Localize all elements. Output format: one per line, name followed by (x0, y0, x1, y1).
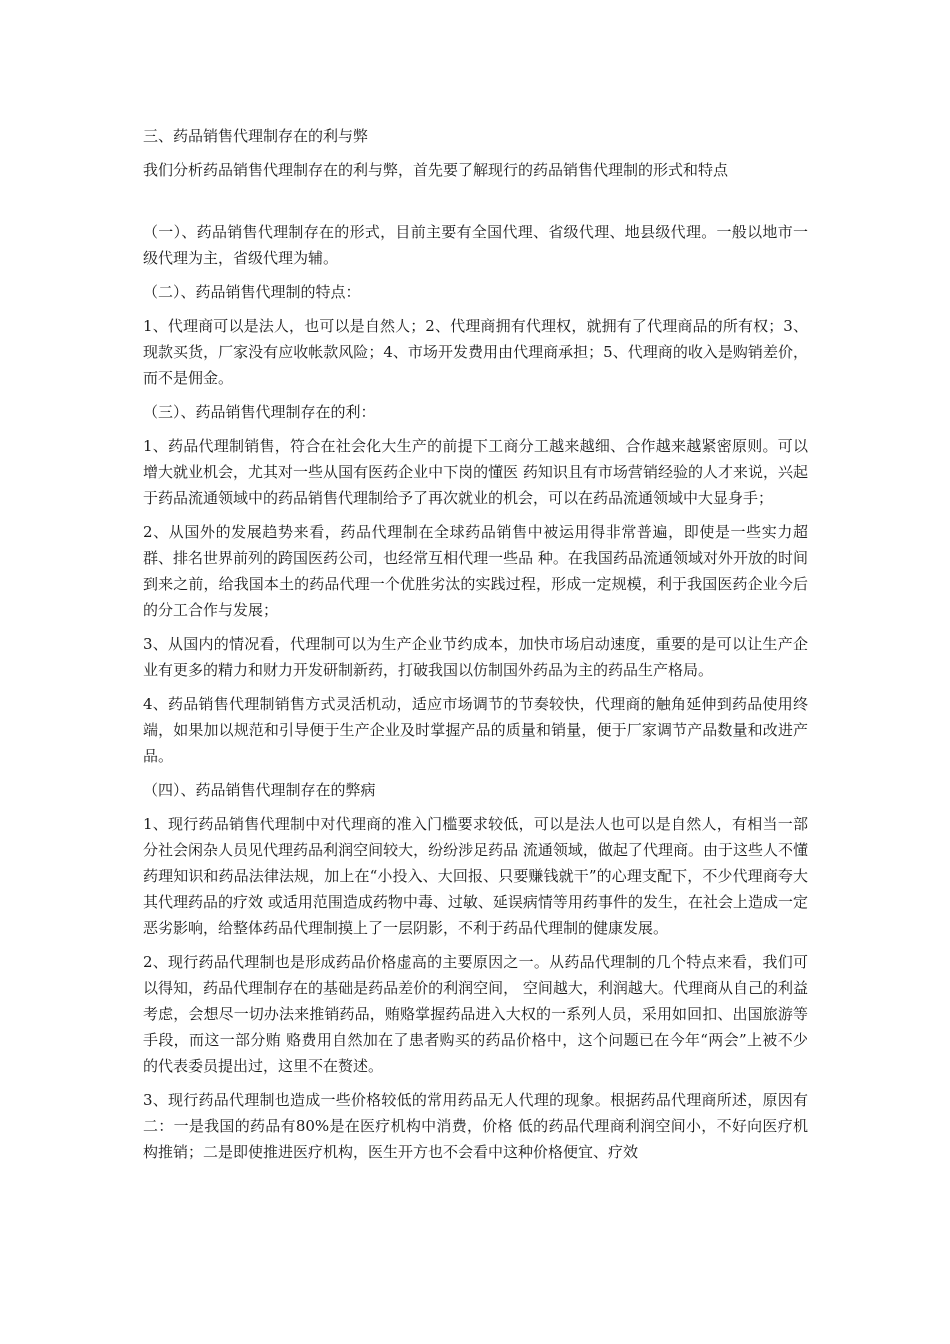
paragraph-disadvantage-2: 2、现行药品代理制也是形成药品价格虚高的主要原因之一。从药品代理制的几个特点来看，我们可以得知，药品代理制存在的基础是药品差价的利润空间， 空间越大，利润越大。代理商从自己的利益考虑，会想尽一切办法来推销药品，贿赂掌握药品进入大权的一系列人员，采用如回扣、出国旅游等手段，而这一部分贿 赂费用自然加在了患者购买的药品价格中，这个问题已在今年“两会”上被不少的代表委员提出过，这里不在赘述。 (143, 953, 808, 1075)
document-page (143, 123, 808, 1173)
paragraph-advantage-3: 3、从国内的情况看，代理制可以为生产企业节约成本，加快市场启动速度，重要的是可以让生产企业有更多的精力和财力开发研制新药，打破我国以仿制国外药品为主的药品生产格局。 (143, 635, 808, 679)
paragraph-features: 1、代理商可以是法人，也可以是自然人；2、代理商拥有代理权，就拥有了代理商品的所有权；3、现款买货，厂家没有应收帐款风险；4、市场开发费用由代理商承担；5、代理商的收入是购销差价，而不是佣金。 (143, 317, 808, 387)
heading-disadvantages: （四）、药品销售代理制存在的弊病 (143, 781, 376, 799)
heading-features: （二）、药品销售代理制的特点： (143, 283, 361, 301)
paragraph-disadvantage-3: 3、现行药品代理制也造成一些价格较低的常用药品无人代理的现象。根据药品代理商所述，原因有二：一是我国的药品有80%是在医疗机构中消费，价格 低的药品代理商利润空间小，不好向医疗机构推销；二是即使推进医疗机构，医生开方也不会看中这种价格便宜、疗效 (143, 1091, 808, 1161)
heading-advantages: （三）、药品销售代理制存在的利： (143, 403, 376, 421)
paragraph-disadvantage-1: 1、现行药品销售代理制中对代理商的准入门槛要求较低，可以是法人也可以是自然人，有相当一部分社会闲杂人员见代理药品利润空间较大，纷纷涉足药品 流通领域，做起了代理商。由于这些人不懂药理知识和药品法律法规，加上在“小投入、大回报、只要赚钱就干”的心理支配下，不少代理商夸大其代理药品的疗效 或适用范围造成药物中毒、过敏、延误病情等用药事件的发生，在社会上造成一定恶劣影响，给整体药品代理制摸上了一层阴影，不利于药品代理制的健康发展。 (143, 815, 808, 937)
paragraph-advantage-2: 2、从国外的发展趋势来看，药品代理制在全球药品销售中被运用得非常普遍，即使是一些实力超群、排名世界前列的跨国医药公司，也经常互相代理一些品 种。在我国药品流通领域对外开放的时间到来之前，给我国本土的药品代理一个优胜劣汰的实践过程，形成一定规模，利于我国医药企业今后的分工合作与发展； (143, 523, 808, 619)
paragraph-advantage-4: 4、药品销售代理制销售方式灵活机动，适应市场调节的节奏较快，代理商的触角延伸到药品使用终端，如果加以规范和引导便于生产企业及时掌握产品的质量和销量，便于厂家调节产品数量和改进产品。 (143, 695, 808, 765)
paragraph-advantage-1: 1、药品代理制销售，符合在社会化大生产的前提下工商分工越来越细、合作越来越紧密原则。可以增大就业机会，尤其对一些从国有医药企业中下岗的懂医 药知识且有市场营销经验的人才来说，兴起于药品流通领域中的药品销售代理制给予了再次就业的机会，可以在药品流通领域中大显身手； (143, 437, 808, 507)
intro-paragraph: 我们分析药品销售代理制存在的利与弊，首先要了解现行的药品销售代理制的形式和特点 (143, 161, 729, 179)
section-title: 三、药品销售代理制存在的利与弊 (143, 127, 369, 145)
paragraph-forms: （一）、药品销售代理制存在的形式，目前主要有全国代理、省级代理、地县级代理。一般以地市一级代理为主，省级代理为辅。 (143, 223, 808, 267)
